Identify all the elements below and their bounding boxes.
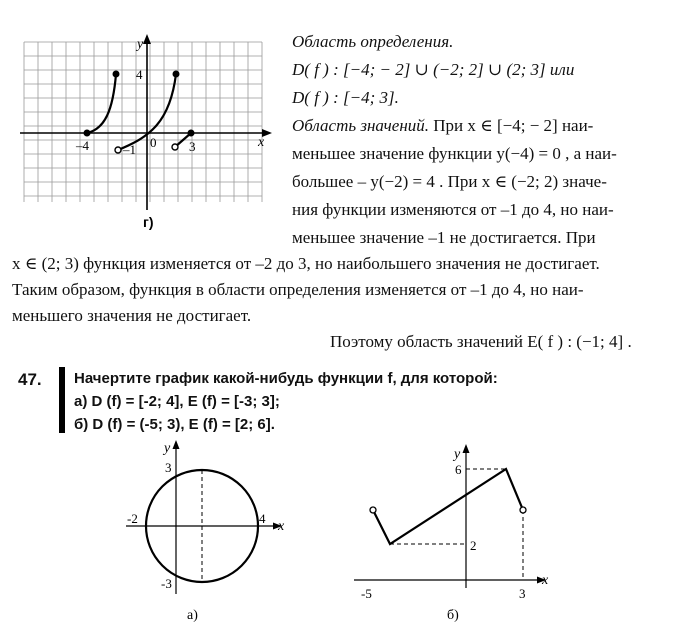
a-tick-3: 3 xyxy=(165,460,172,475)
y-arrow xyxy=(143,34,151,44)
problem-part-b: б) D (f) = (-5; 3), E (f) = [2; 6]. xyxy=(74,416,275,433)
text-line-10: Таким образом, функция в области определения изменяется от –1 до 4, но наи- xyxy=(12,280,584,299)
a-x-label: x xyxy=(278,519,285,534)
point-middle-top xyxy=(173,71,180,78)
b-graph-line xyxy=(373,469,523,544)
point-left-top xyxy=(113,71,120,78)
a-tick-neg3: -3 xyxy=(161,576,172,591)
g-tick-3: 3 xyxy=(189,139,196,154)
a-y-label: y xyxy=(164,441,171,456)
graph-g xyxy=(10,30,280,230)
curve-left xyxy=(87,74,116,133)
text-line-6: большее – y(−2) = 4 . При x ∈ (−2; 2) значе- xyxy=(292,172,607,191)
domain-formula: D( f ) : [−4; − 2] ∪ (−2; 2] ∪ (2; 3] или xyxy=(292,60,575,79)
graph-a xyxy=(118,438,298,628)
problem-number: 47. xyxy=(18,370,42,389)
problem-bar xyxy=(59,367,65,433)
b-open-left xyxy=(370,507,376,513)
graph-b xyxy=(350,438,560,628)
a-y-arrow xyxy=(173,440,180,449)
text-line-9: x ∈ (2; 3) функция изменяется от –2 до 3, но наибольшего значения не достигает. xyxy=(12,254,600,273)
range-heading: Область значений. xyxy=(292,116,430,135)
b-tick-3: 3 xyxy=(519,586,526,601)
point-neg4 xyxy=(84,130,91,137)
g-caption: г) xyxy=(143,214,154,230)
g-tick-4: 4 xyxy=(136,67,143,82)
text-line-8: меньшее значение –1 не достигается. При xyxy=(292,228,596,247)
text-line-12: Поэтому область значений E( f ) : (−1; 4] . xyxy=(330,332,632,351)
g-x-label: x xyxy=(258,135,265,150)
point-right-open xyxy=(172,144,178,150)
g-tick-neg4: –4 xyxy=(76,138,89,153)
domain-formula-short: D( f ) : [−4; 3]. xyxy=(292,88,399,107)
problem-statement: Начертите график какой-нибудь функции f, для которой: xyxy=(74,370,498,387)
text-line-5: меньшее значение функции y(−4) = 0 , а наи- xyxy=(292,144,617,163)
point-3 xyxy=(188,130,195,137)
g-y-label: y xyxy=(137,37,144,52)
a-caption: а) xyxy=(187,608,198,623)
range-line-1-rest: При x ∈ [−4; − 2] наи- xyxy=(429,116,594,135)
point-neg1-open xyxy=(115,147,121,153)
a-tick-neg2: -2 xyxy=(127,511,138,526)
text-line-7: ния функции изменяются от –1 до 4, но наи- xyxy=(292,200,614,219)
b-tick-neg5: -5 xyxy=(361,586,372,601)
text-line-11: меньшего значения не достигает. xyxy=(12,306,252,325)
b-tick-2: 2 xyxy=(470,538,477,553)
b-open-right xyxy=(520,507,526,513)
g-tick-neg1: –1 xyxy=(123,142,136,157)
b-caption: б) xyxy=(447,608,459,623)
a-tick-4: 4 xyxy=(259,511,266,526)
b-tick-6: 6 xyxy=(455,462,462,477)
b-y-arrow xyxy=(463,444,470,453)
g-tick-0: 0 xyxy=(150,135,157,150)
range-line-1 xyxy=(292,114,656,138)
b-x-label: x xyxy=(542,573,549,588)
b-y-label: y xyxy=(454,447,461,462)
problem-part-a: а) D (f) = [-2; 4], E (f) = [-3; 3]; xyxy=(74,393,280,410)
grid xyxy=(24,42,262,202)
domain-heading: Область определения. xyxy=(292,32,454,51)
